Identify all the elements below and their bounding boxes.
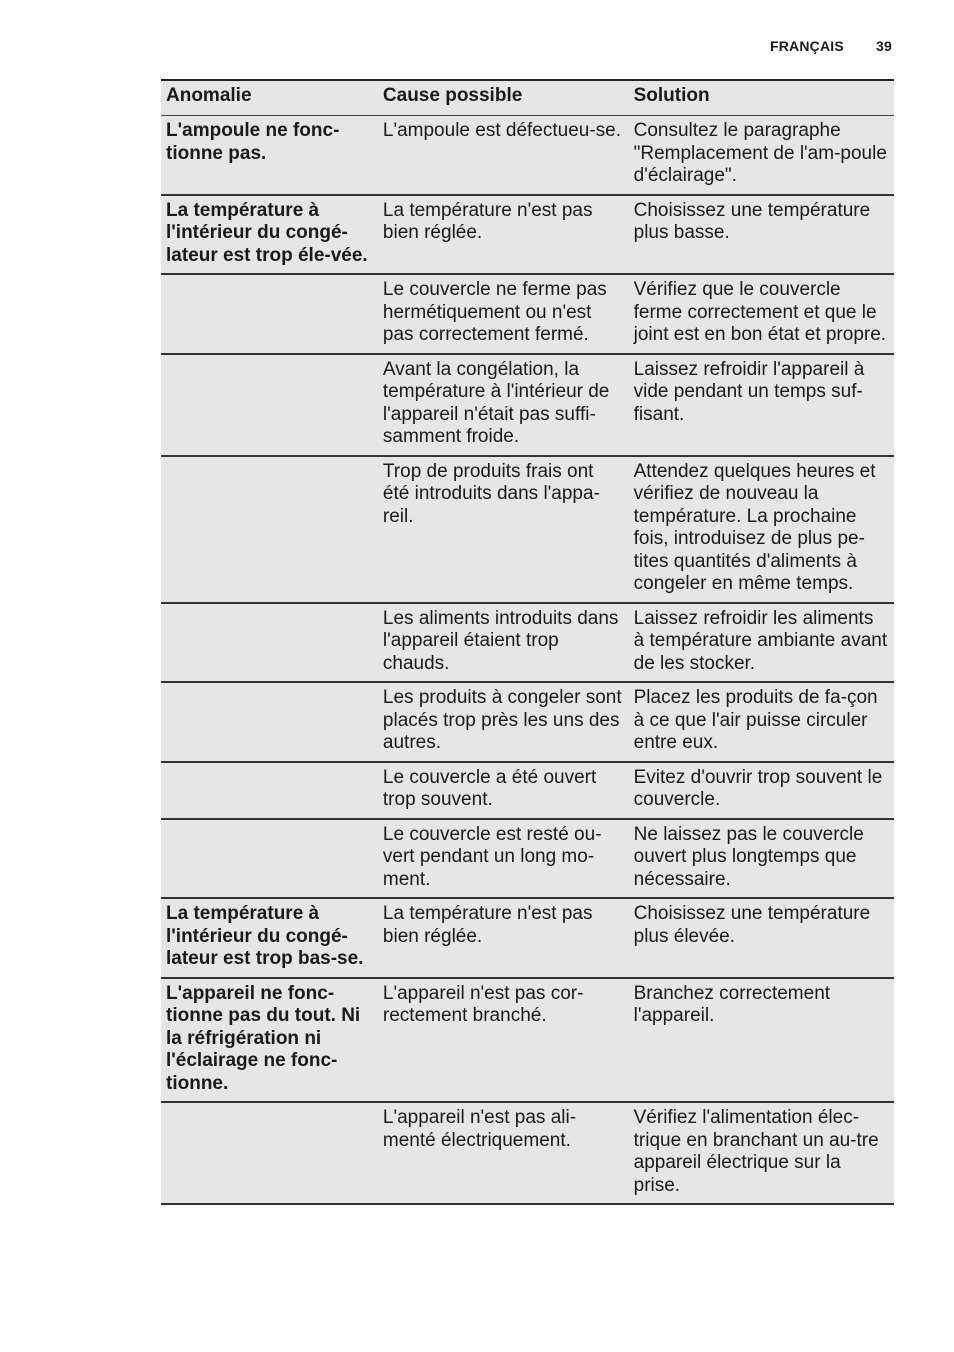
table-row: [161, 195, 894, 275]
page-number: 39: [876, 38, 892, 54]
troubleshooting-table: [161, 79, 894, 1205]
solution-cell: Laissez refroidir les aliments à température ambiante avant de les stocker.: [629, 603, 894, 683]
table-row: [161, 682, 894, 762]
table-row: [161, 898, 894, 978]
anomaly-cell: [161, 603, 378, 683]
cause-cell: La température n'est pas bien réglée.: [378, 195, 629, 275]
solution-cell: Attendez quelques heures et vérifiez de nouveau la température. La prochaine fois, introduisez de plus pe-tites quantités d'aliments à congeler en même temps.: [629, 456, 894, 603]
table-row: [161, 354, 894, 456]
cause-cell: Les produits à congeler sont placés trop près les uns des autres.: [378, 682, 629, 762]
solution-cell: Choisissez une température plus élevée.: [629, 898, 894, 978]
table-row: [161, 819, 894, 899]
table-header-row: [161, 80, 894, 116]
solution-cell: Ne laissez pas le couvercle ouvert plus longtemps que nécessaire.: [629, 819, 894, 899]
table-row: [161, 116, 894, 195]
solution-cell: Placez les produits de fa-çon à ce que l'air puisse circuler entre eux.: [629, 682, 894, 762]
cause-cell: Avant la congélation, la température à l'intérieur de l'appareil n'était pas suffi-samment froide.: [378, 354, 629, 456]
table-row: [161, 456, 894, 603]
anomaly-cell: L'ampoule ne fonc-tionne pas.: [161, 116, 378, 195]
table-row: [161, 762, 894, 819]
cause-cell: L'appareil n'est pas ali-menté électriquement.: [378, 1102, 629, 1204]
anomaly-cell: [161, 1102, 378, 1204]
cause-cell: Le couvercle est resté ou-vert pendant un long mo-ment.: [378, 819, 629, 899]
anomaly-cell: [161, 354, 378, 456]
table-row: [161, 274, 894, 354]
solution-cell: Vérifiez l'alimentation élec-trique en branchant un au-tre appareil électrique sur la prise.: [629, 1102, 894, 1204]
column-header-cause: Cause possible: [378, 80, 629, 116]
cause-cell: La température n'est pas bien réglée.: [378, 898, 629, 978]
language-label: FRANÇAIS: [769, 38, 844, 54]
solution-cell: Laissez refroidir l'appareil à vide pendant un temps suf-fisant.: [629, 354, 894, 456]
solution-cell: Branchez correctement l'appareil.: [629, 978, 894, 1103]
anomaly-cell: [161, 762, 378, 819]
column-header-solution: Solution: [629, 80, 894, 116]
anomaly-cell: [161, 682, 378, 762]
solution-cell: Consultez le paragraphe "Remplacement de l'am-poule d'éclairage".: [629, 116, 894, 195]
anomaly-cell: L'appareil ne fonc-tionne pas du tout. Ni la réfrigération ni l'éclairage ne fonc-tionne.: [161, 978, 378, 1103]
cause-cell: L'appareil n'est pas cor-rectement branché.: [378, 978, 629, 1103]
anomaly-cell: La température à l'intérieur du congé-lateur est trop bas-se.: [161, 898, 378, 978]
solution-cell: Evitez d'ouvrir trop souvent le couvercle.: [629, 762, 894, 819]
page-header: [770, 38, 892, 54]
cause-cell: Trop de produits frais ont été introduits dans l'appa-reil.: [378, 456, 629, 603]
anomaly-cell: [161, 274, 378, 354]
cause-cell: L'ampoule est défectueu-se.: [378, 116, 629, 195]
solution-cell: Vérifiez que le couvercle ferme correctement et que le joint est en bon état et propre.: [629, 274, 894, 354]
anomaly-cell: [161, 456, 378, 603]
column-header-anomaly: Anomalie: [161, 80, 378, 116]
table-row: [161, 1102, 894, 1204]
table-row: [161, 978, 894, 1103]
cause-cell: Les aliments introduits dans l'appareil étaient trop chauds.: [378, 603, 629, 683]
anomaly-cell: [161, 819, 378, 899]
table-row: [161, 603, 894, 683]
anomaly-cell: La température à l'intérieur du congé-lateur est trop éle-vée.: [161, 195, 378, 275]
cause-cell: Le couvercle ne ferme pas hermétiquement ou n'est pas correctement fermé.: [378, 274, 629, 354]
solution-cell: Choisissez une température plus basse.: [629, 195, 894, 275]
cause-cell: Le couvercle a été ouvert trop souvent.: [378, 762, 629, 819]
